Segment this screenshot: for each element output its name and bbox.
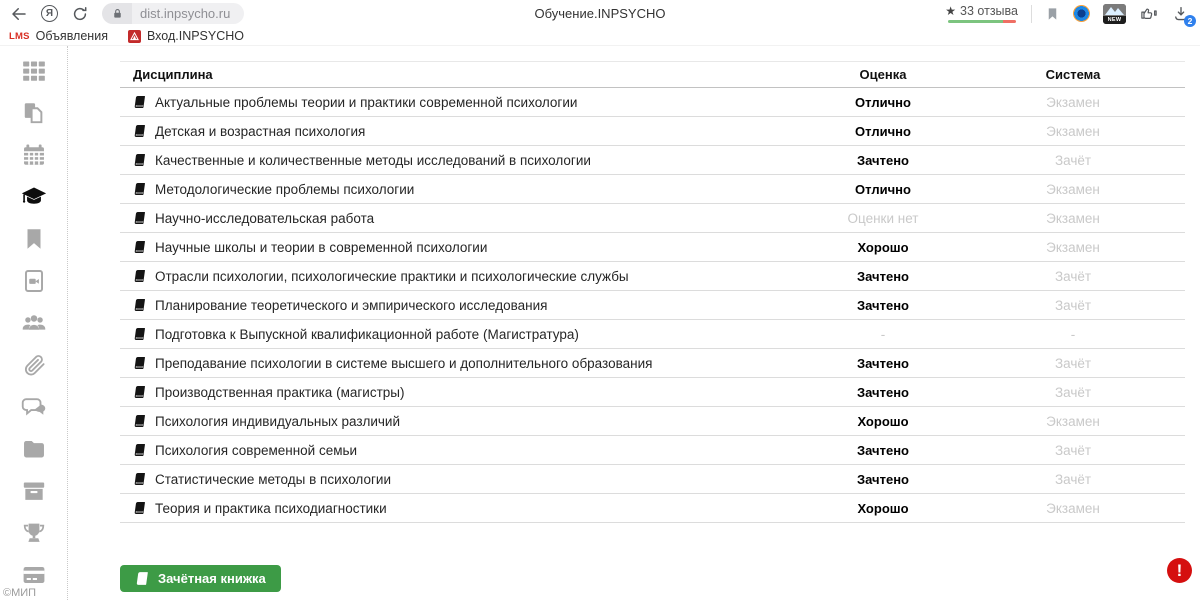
grade-cell: Отлично [855,123,911,139]
sidebar-item-messages[interactable] [21,394,47,420]
alert-notification-icon[interactable]: ! [1167,558,1192,583]
chat-icon [21,394,47,420]
book-icon [132,124,148,138]
discipline-label: Планирование теоретического и эмпирического исследования [155,297,548,313]
discipline-cell[interactable] [120,95,793,110]
discipline-label: Психология современной семьи [155,442,358,458]
users-icon [21,310,47,336]
reload-icon[interactable] [71,5,89,23]
lms-favicon: LMS [9,30,30,42]
sidebar-item-archive[interactable] [21,478,47,504]
toolbar-separator [1031,5,1032,23]
bookmark-inpsycho[interactable] [128,29,244,43]
sidebar-item-education[interactable] [21,184,47,210]
grade-cell: Отлично [855,94,911,110]
discipline-cell[interactable] [120,356,793,371]
grade-cell: Зачтено [857,268,909,284]
reviews-rating-bar [948,20,1016,23]
graduation-cap-icon [21,184,47,210]
calendar-icon [21,142,47,168]
site-reviews-widget[interactable] [945,4,1018,23]
grade-cell: Зачтено [857,471,909,487]
copyright-label: ©МИП [3,587,37,599]
system-cell: Экзамен [1046,94,1100,110]
discipline-cell[interactable] [120,385,793,400]
yandex-profile-icon[interactable]: Я [41,5,58,22]
folder-icon [21,436,47,462]
system-cell: Экзамен [1046,500,1100,516]
like-dislike-icon[interactable] [1139,5,1159,23]
table-row[interactable] [120,291,1185,320]
table-row[interactable] [120,117,1185,146]
grade-cell: Зачтено [857,442,909,458]
book-icon [132,327,148,341]
table-row[interactable] [120,88,1185,117]
grade-book-button-label: Зачётная книжка [158,571,266,586]
page-title: Обучение.INPSYCHO [534,6,666,21]
grade-cell: Хорошо [857,500,909,516]
bookmarks-bar [0,27,1200,46]
paperclip-icon [21,352,47,378]
star-icon: ★ [945,4,957,18]
sidebar-item-payments[interactable] [21,562,47,588]
sidebar [0,46,68,600]
discipline-cell[interactable] [120,269,793,284]
sidebar-item-attachments[interactable] [21,352,47,378]
system-cell: Экзамен [1046,239,1100,255]
book-icon [132,211,148,225]
header-grade: Оценка [859,67,907,82]
reviews-count-label: 33 отзыва [960,4,1018,18]
table-row[interactable] [120,175,1185,204]
table-row[interactable] [120,407,1185,436]
discipline-cell[interactable] [120,501,793,516]
grade-cell: Отлично [855,181,911,197]
system-cell: Зачёт [1054,355,1092,371]
system-cell: Зачёт [1054,297,1092,313]
discipline-cell[interactable] [120,124,793,139]
table-row[interactable] [120,262,1185,291]
discipline-cell[interactable] [120,327,793,342]
grid-icon [21,58,47,84]
sidebar-item-dashboard[interactable] [21,58,47,84]
discipline-label: Статистические методы в психологии [155,471,391,487]
system-cell: Экзамен [1046,413,1100,429]
video-icon [21,268,47,294]
grade-cell: Зачтено [857,384,909,400]
discipline-label: Качественные и количественные методы исследований в психологии [155,152,591,168]
sidebar-item-schedule[interactable] [21,142,47,168]
card-icon [21,562,47,588]
grade-cell: Оценки нет [847,210,919,226]
bookmark-lms[interactable] [9,29,108,43]
sidebar-item-bookmarks[interactable] [21,226,47,252]
new-extension-icon[interactable] [1103,4,1126,24]
book-icon [134,571,151,586]
bookmark-label: Объявления [35,29,108,43]
system-cell: Зачёт [1054,152,1092,168]
discipline-cell[interactable] [120,472,793,487]
book-icon [132,414,148,428]
inpsycho-favicon [128,30,141,43]
table-row[interactable] [120,233,1185,262]
browser-toolbar [0,0,1200,27]
address-bar[interactable] [102,3,244,24]
table-header [120,61,1185,88]
grade-cell: - [880,326,886,342]
book-icon [132,472,148,486]
system-cell: Экзамен [1046,123,1100,139]
table-row[interactable] [120,146,1185,175]
book-icon [132,153,148,167]
system-cell: - [1070,326,1076,342]
discipline-label: Детская и возрастная психология [155,123,366,139]
book-icon [132,269,148,283]
discipline-label: Подготовка к Выпускной квалификационной работе (Магистратура) [155,326,579,342]
extension-icon[interactable] [1073,5,1090,22]
system-cell: Экзамен [1046,181,1100,197]
toolbar-right-cluster [945,4,1193,26]
new-badge: NEW [1103,16,1126,24]
discipline-label: Научные школы и теории в современной психологии [155,239,488,255]
bookmark-label: Вход.INPSYCHO [146,29,245,43]
system-cell: Зачёт [1054,384,1092,400]
page-content [0,46,1200,600]
discipline-cell[interactable] [120,211,793,226]
discipline-cell[interactable] [120,414,793,429]
book-icon [132,356,148,370]
book-icon [132,501,148,515]
table-row[interactable] [120,436,1185,465]
book-icon [132,182,148,196]
bookmark-flag-icon[interactable] [1045,6,1060,22]
downloads-icon[interactable] [1172,5,1193,26]
sidebar-item-files[interactable] [21,436,47,462]
book-icon [132,443,148,457]
table-row[interactable] [120,494,1185,523]
main-area [68,46,1200,600]
discipline-label: Актуальные проблемы теории и практики современной психологии [155,94,578,110]
discipline-label: Производственная практика (магистры) [155,384,405,400]
discipline-cell[interactable] [120,182,793,197]
discipline-label: Теория и практика психодиагностики [155,500,387,516]
mountains-icon [1103,4,1126,16]
header-system: Система [1045,67,1101,82]
table-row[interactable] [120,320,1185,349]
discipline-cell[interactable] [120,298,793,313]
bookmark-icon [21,226,47,252]
grade-book-button[interactable] [120,565,281,592]
grade-cell: Зачтено [857,297,909,313]
copy-icon [21,100,47,126]
grades-table [120,61,1185,523]
positive-bar [948,20,1004,23]
discipline-cell[interactable] [120,153,793,168]
sidebar-item-video-lessons[interactable] [21,268,47,294]
grades-table-body [120,88,1185,523]
back-icon[interactable] [10,5,28,23]
discipline-cell[interactable] [120,240,793,255]
system-cell: Зачёт [1054,268,1092,284]
discipline-label: Преподавание психологии в системе высшего и дополнительного образования [155,355,653,371]
grade-cell: Хорошо [857,239,909,255]
table-row[interactable] [120,378,1185,407]
discipline-label: Методологические проблемы психологии [155,181,415,197]
negative-bar [1003,20,1015,23]
downloads-count-badge: 2 [1184,15,1196,27]
lock-icon[interactable] [102,3,132,24]
book-icon [132,240,148,254]
system-cell: Зачёт [1054,442,1092,458]
discipline-cell[interactable] [120,443,793,458]
discipline-label: Научно-исследовательская работа [155,210,375,226]
system-cell: Зачёт [1054,471,1092,487]
table-row[interactable] [120,204,1185,233]
table-row[interactable] [120,349,1185,378]
grade-cell: Зачтено [857,355,909,371]
grade-cell: Зачтено [857,152,909,168]
book-icon [132,95,148,109]
table-row[interactable] [120,465,1185,494]
grade-cell: Хорошо [857,413,909,429]
book-icon [132,385,148,399]
archive-icon [21,478,47,504]
discipline-label: Психология индивидуальных различий [155,413,400,429]
header-discipline: Дисциплина [133,67,213,82]
book-icon [132,298,148,312]
trophy-icon [21,520,47,546]
sidebar-item-achievements[interactable] [21,520,47,546]
sidebar-item-materials[interactable] [21,100,47,126]
sidebar-item-groups[interactable] [21,310,47,336]
system-cell: Экзамен [1046,210,1100,226]
url-text[interactable]: dist.inpsycho.ru [132,3,244,24]
discipline-label: Отрасли психологии, психологические практики и психологические службы [155,268,629,284]
